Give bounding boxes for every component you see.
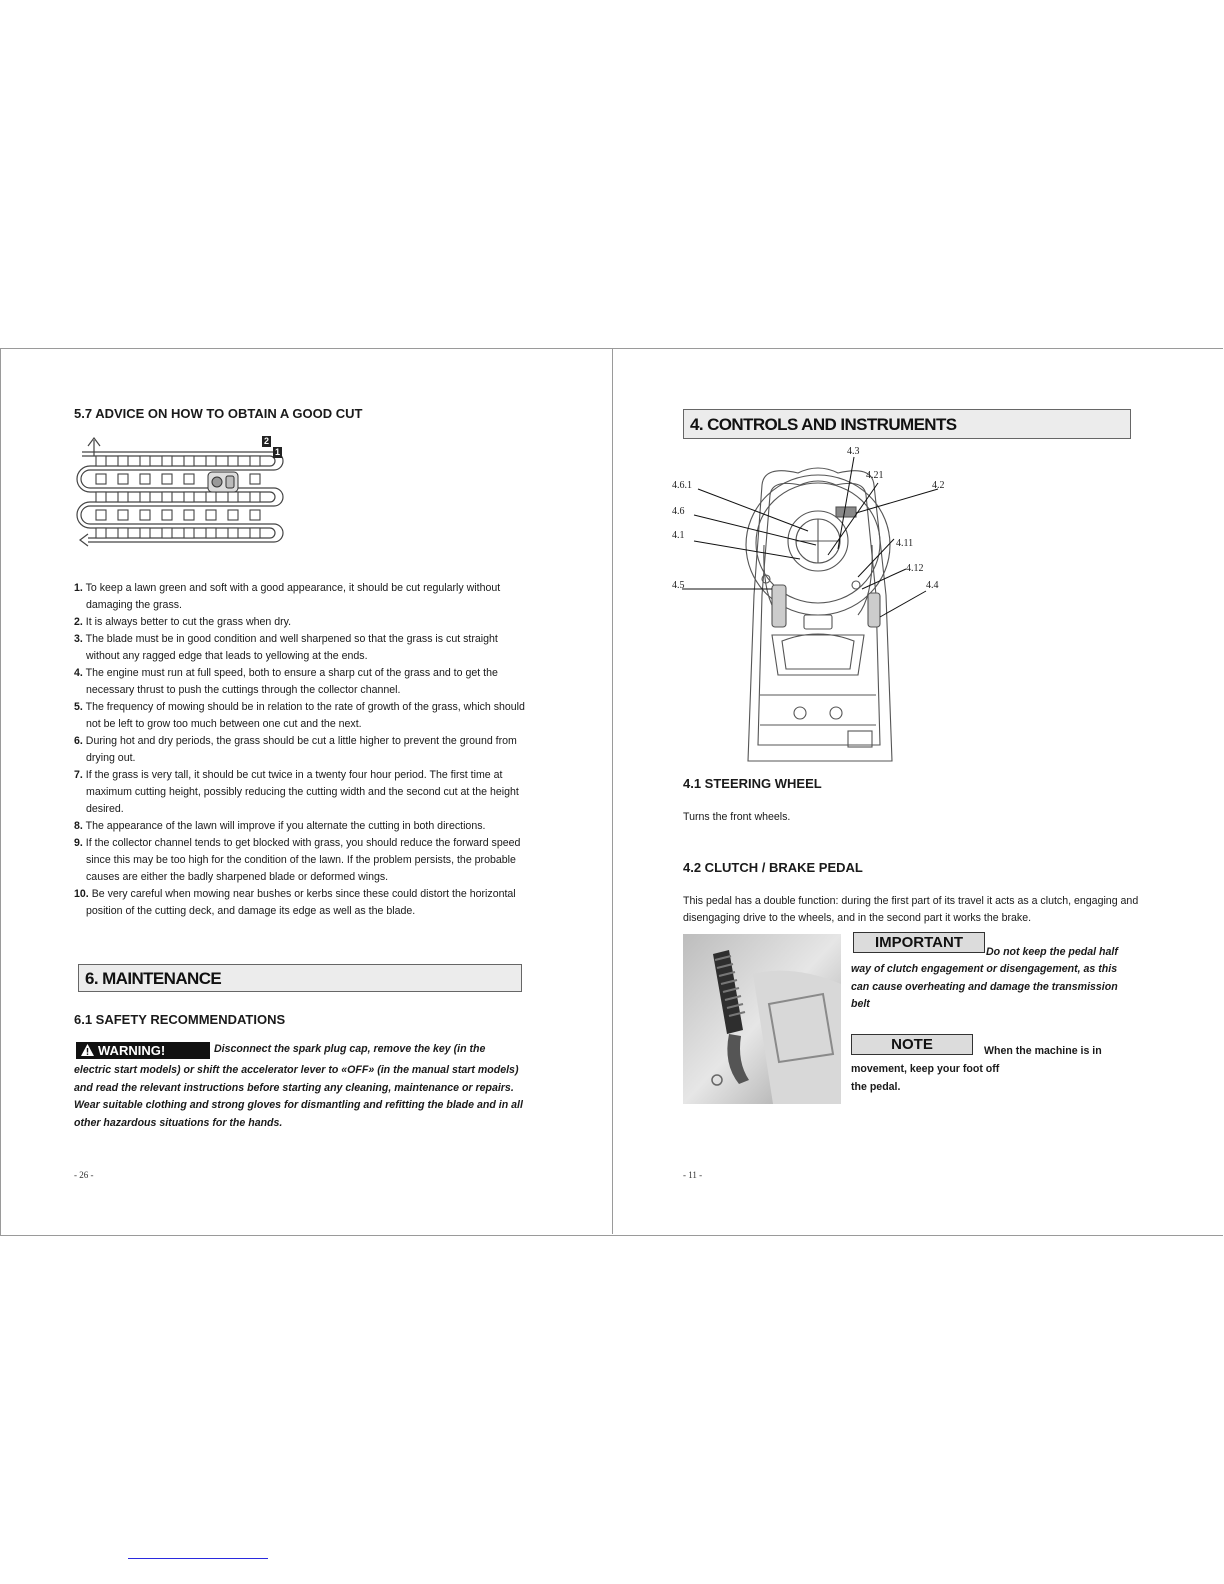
diagram-label-1: 1 (274, 447, 280, 457)
mowing-pattern-diagram (74, 434, 290, 556)
clutch-pedal-photo (683, 934, 841, 1104)
note-text-first-line: When the machine is in (984, 1045, 1102, 1057)
callout-4-5: 4.5 (672, 580, 685, 591)
controls-header: 4. CONTROLS AND INSTRUMENTS (683, 409, 1131, 439)
list-item: 7. If the grass is very tall, it should be cut twice in a twenty four hour period. The first time at maximum cutting height, possibly reducing the cutting width and the second cut at the height desired. (74, 769, 519, 815)
important-text-first-line: Do not keep the pedal half (986, 946, 1118, 958)
section-5-7-title: 5.7 ADVICE ON HOW TO OBTAIN A GOOD CUT (74, 406, 363, 421)
warning-text-first-line: Disconnect the spark plug cap, remove the key (in the (214, 1043, 486, 1055)
footer-link-underline (128, 1558, 268, 1559)
page-number-right: - 11 - (683, 1170, 703, 1180)
maintenance-header: 6. MAINTENANCE (78, 964, 522, 992)
callout-4-6-1: 4.6.1 (672, 480, 692, 491)
list-item: 9. If the collector channel tends to get blocked with grass, you should reduce the forward speed since this may be too high for the condition of the lawn. If the problem persists, the probable causes are either the badly sharpened blade or deformed wings. (74, 837, 521, 883)
callout-4-1: 4.1 (672, 530, 685, 541)
spread-divider (612, 348, 613, 1234)
list-item: 8. The appearance of the lawn will improve if you alternate the cutting in both directions. (74, 820, 486, 832)
advice-list (74, 580, 534, 920)
important-text: way of clutch engagement or disengagement, as this can cause overheating and damage the transmission belt (851, 963, 1118, 1010)
warning-text: electric start models) or shift the accelerator lever to «OFF» (in the manual start models) and read the relevant instructions before starting any cleaning, maintenance or repairs. Wear suitable clothing and strong gloves for dismantling and refitting the blade and in all other hazardous situations for the hands. (74, 1064, 523, 1129)
note-text: movement, keep your foot off the pedal. (851, 1063, 1000, 1093)
section-4-1-title: 4.1 STEERING WHEEL (683, 776, 822, 791)
warning-triangle-icon (80, 1043, 95, 1057)
list-item: 4. The engine must run at full speed, both to ensure a sharp cut of the grass and to get the necessary thrust to push the cuttings through the collector channel. (74, 667, 498, 696)
list-item: 3. The blade must be in good condition and well sharpened so that the grass is cut straight without any ragged edge that leads to yellowing at the ends. (74, 633, 498, 662)
important-label: IMPORTANT (853, 932, 985, 953)
warning-label: WARNING! (76, 1042, 210, 1059)
list-item: 1. To keep a lawn green and soft with a good appearance, it should be cut regularly without damaging the grass. (74, 582, 501, 611)
diagram-label-2: 2 (263, 436, 269, 446)
callout-4-21: 4.21 (866, 470, 884, 481)
tractor-controls-diagram (668, 445, 968, 763)
callout-4-12: 4.12 (906, 563, 924, 574)
list-item: 10. Be very careful when mowing near bushes or kerbs since these could distort the horizontal position of the cutting deck, and damage its edge as well as the blade. (74, 888, 516, 917)
section-6-1-title: 6.1 SAFETY RECOMMENDATIONS (74, 1012, 286, 1027)
list-item: 2. It is always better to cut the grass when dry. (74, 616, 292, 628)
list-item: 6. During hot and dry periods, the grass should be cut a little higher to prevent the ground from drying out. (74, 735, 517, 764)
section-4-1-text: Turns the front wheels. (683, 811, 791, 823)
section-4-2-text: This pedal has a double function: during the first part of its travel it acts as a clutch, engaging and disengaging drive to the wheels, and in the second part it works the brake. (683, 895, 1139, 924)
callout-4-6: 4.6 (672, 506, 685, 517)
page-number-left: - 26 - (74, 1170, 94, 1180)
callout-4-2: 4.2 (932, 480, 945, 491)
callout-4-4: 4.4 (926, 580, 939, 591)
note-label: NOTE (851, 1034, 973, 1055)
callout-4-3: 4.3 (847, 446, 860, 457)
section-4-2-title: 4.2 CLUTCH / BRAKE PEDAL (683, 860, 863, 875)
callout-4-11: 4.11 (896, 538, 914, 549)
list-item: 5. The frequency of mowing should be in relation to the rate of growth of the grass, which should not be left to grow too much between one cut and the next. (74, 701, 525, 730)
